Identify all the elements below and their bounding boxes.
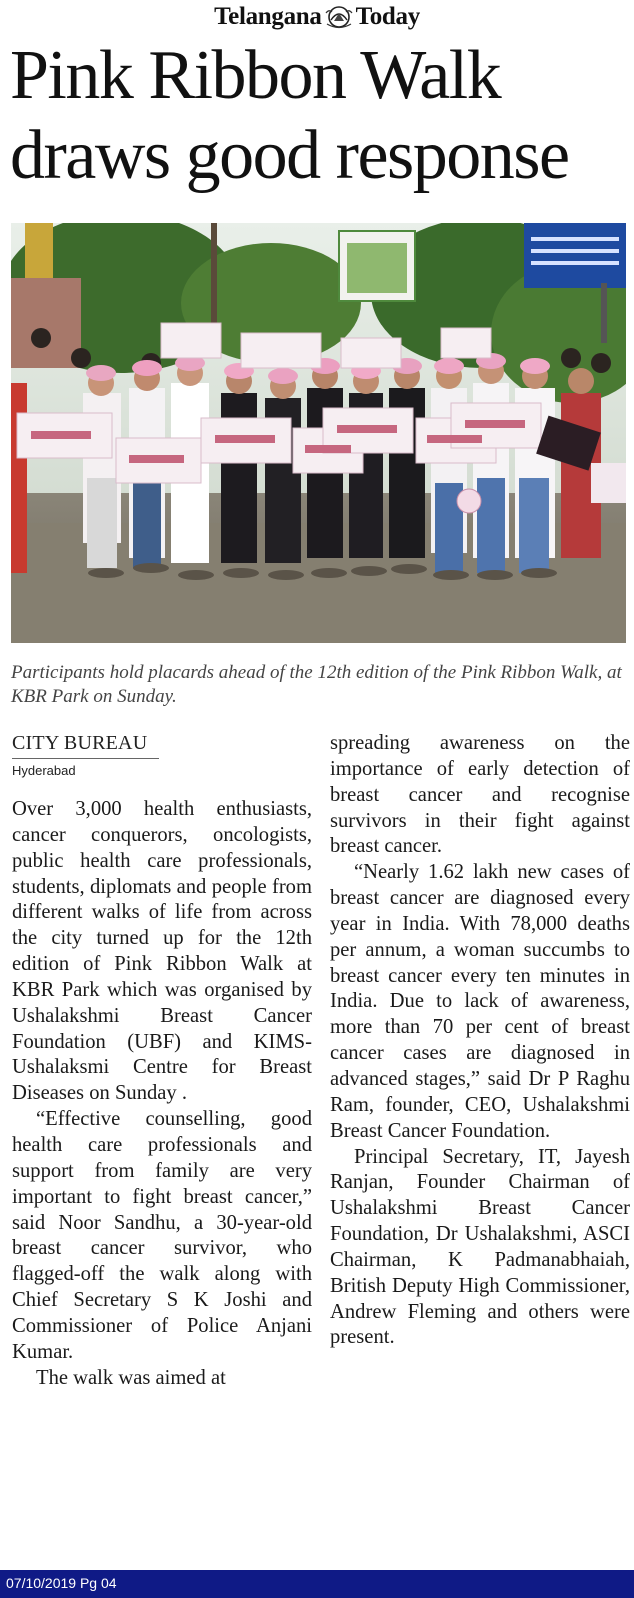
article-photo [11,223,626,643]
masthead-brand-right: Today [355,3,420,30]
article-paragraph-2: “Effective counselling, good health care professionals and support from family are very important to fight breast cancer,” said Noor Sandhu, a 30-year-old breast cancer survivor, who flagged-off the walk along with Chief Secretary S K Joshi and Commissioner of Police Anjani Kumar. [12,1108,312,1363]
photo-caption: Participants hold placards ahead of the 12th edition of the Pink Ribbon Walk, at KBR Park on Sunday. [11,662,622,707]
footer-date-page: 07/10/2019 Pg 04 [6,1575,117,1591]
group-photo [11,223,626,643]
article-paragraph-3-start: The walk was aimed at [36,1366,226,1389]
article-column-left [12,731,312,1391]
footer-bar [0,1570,634,1598]
article-paragraph-5: Principal Secretary, IT, Jayesh Ranjan, Founder Chairman of Ushalakshmi Breast Cancer Foundation, Dr Ushalakshmi, ASCI Chairman, K Padmanabhaiah, British Deputy High Commissioner, Andrew Fleming and others were present. [330,1145,630,1349]
newspaper-emblem-icon [324,4,354,30]
masthead-brand-left: Telangana [214,3,322,30]
article-paragraph-4: “Nearly 1.62 lakh new cases of breast cancer are diagnosed every year in India. With 78,000 deaths per annum, a woman succumbs to breast cancer every ten minutes in India. Due to lack of awareness, more than 70 per cent of breast cancer cases are diagnosed in advanced stages,” said Dr P Raghu Ram, founder, CEO, Ushalakshmi Breast Cancer Foundation. [330,861,630,1142]
article-column-right [330,731,630,1351]
dateline: Hyderabad [12,763,76,778]
masthead [0,2,634,32]
article-paragraph-1: Over 3,000 health enthusiasts, cancer conquerors, oncologists, public health care professionals, students, diplomats and people from different walks of life from across the city turned up for the 12th edition of Pink Ribbon Walk at KBR Park which was organised by Ushalakshmi Breast Cancer Foundation (UBF) and KIMS-Ushalaksmi Centre for Breast Diseases on Sunday . [12,798,312,1105]
byline: CITY BUREAU [12,731,159,759]
article-headline: Pink Ribbon Walk draws good response [10,37,569,194]
article-paragraph-3-end: spreading awareness on the importance of early detection of breast cancer and recognise survivors in their fight against breast cancer. [330,732,630,858]
